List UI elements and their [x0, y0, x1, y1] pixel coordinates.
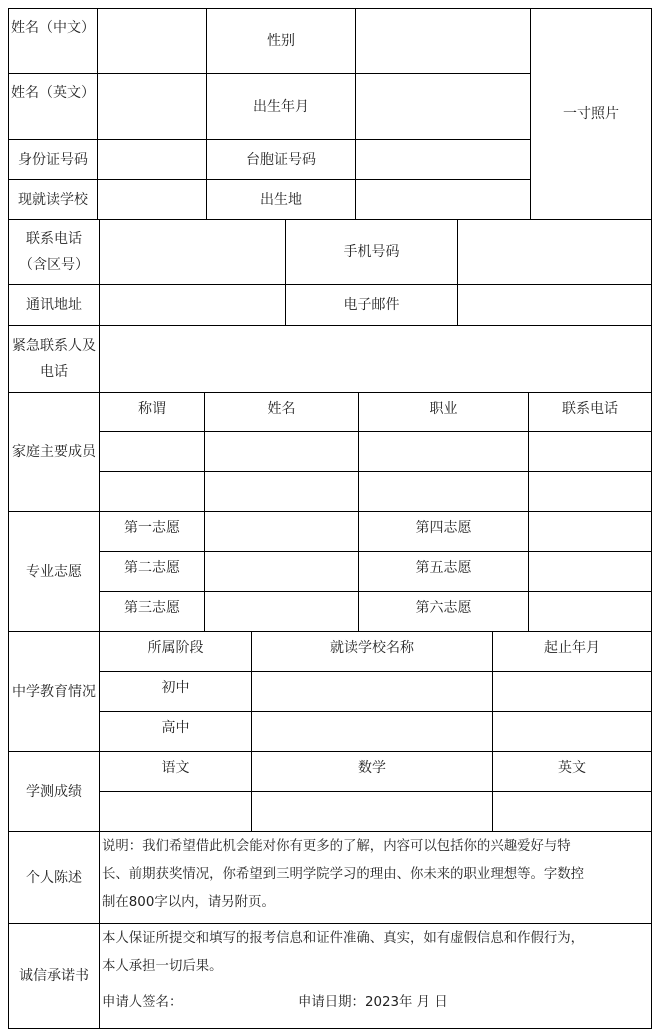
family-cell[interactable]: [358, 471, 529, 512]
mobile-field[interactable]: [457, 219, 652, 285]
education-stage-junior: 初中: [99, 671, 252, 712]
phone-field[interactable]: [99, 219, 286, 285]
education-stage-senior: 高中: [99, 711, 252, 752]
taiwan-permit-field[interactable]: [355, 139, 531, 180]
family-header-name: 姓名: [204, 392, 359, 432]
major-choice-6-label: 第六志愿: [358, 591, 529, 632]
gender-label: 性别: [206, 8, 356, 74]
education-header-period: 起止年月: [492, 631, 652, 672]
major-choice-3-field[interactable]: [204, 591, 359, 632]
statement-line: 制在800字以内，请另附页。: [102, 895, 275, 910]
pledge-label: 诚信承诺书: [8, 923, 100, 1029]
mobile-label: 手机号码: [285, 219, 458, 285]
birth-date-label: 出生年月: [206, 73, 356, 140]
email-field[interactable]: [457, 284, 652, 326]
family-cell[interactable]: [528, 431, 652, 472]
major-choice-5-field[interactable]: [528, 551, 652, 592]
gender-field[interactable]: [355, 8, 531, 74]
education-senior-school-field[interactable]: [251, 711, 493, 752]
pledge-line: 本人保证所提交和填写的报考信息和证件准确、真实，如有虚假信息和作假行为，: [102, 931, 585, 946]
education-junior-school-field[interactable]: [251, 671, 493, 712]
pledge-line: 本人承担一切后果。: [102, 959, 223, 974]
family-label: 家庭主要成员: [8, 392, 100, 512]
exam-math-score-field[interactable]: [251, 791, 493, 832]
emergency-field[interactable]: [99, 325, 652, 393]
family-cell[interactable]: [99, 431, 205, 472]
family-cell[interactable]: [204, 431, 359, 472]
major-choice-2-label: 第二志愿: [99, 551, 205, 592]
family-cell[interactable]: [528, 471, 652, 512]
birth-date-field[interactable]: [355, 73, 531, 140]
taiwan-permit-label: 台胞证号码: [206, 139, 356, 180]
education-header-stage: 所属阶段: [99, 631, 252, 672]
name-cn-field[interactable]: [97, 8, 207, 74]
address-label: 通讯地址: [8, 284, 100, 326]
family-cell[interactable]: [99, 471, 205, 512]
address-field[interactable]: [99, 284, 286, 326]
major-choice-1-label: 第一志愿: [99, 511, 205, 552]
application-date-field[interactable]: 申请日期：2023年 月 日: [298, 995, 448, 1010]
pledge-box: [99, 923, 652, 1029]
email-label: 电子邮件: [285, 284, 458, 326]
exam-subject-math: 数学: [251, 751, 493, 792]
education-header-school: 就读学校名称: [251, 631, 493, 672]
exam-subject-chinese: 语文: [99, 751, 252, 792]
id-number-field[interactable]: [97, 139, 207, 180]
exam-chinese-score-field[interactable]: [99, 791, 252, 832]
statement-line: 长、前期获奖情况，你希望到三明学院学习的理由、你未来的职业理想等。字数控: [102, 867, 585, 882]
major-choice-3-label: 第三志愿: [99, 591, 205, 632]
statement-box[interactable]: [99, 831, 652, 924]
name-en-label: 姓名（英文）: [8, 73, 98, 140]
birthplace-label: 出生地: [206, 179, 356, 220]
family-cell[interactable]: [358, 431, 529, 472]
exam-label: 学测成绩: [8, 751, 100, 832]
name-cn-label: 姓名（中文）: [8, 8, 98, 74]
family-header-relation: 称谓: [99, 392, 205, 432]
major-choice-1-field[interactable]: [204, 511, 359, 552]
birthplace-field[interactable]: [355, 179, 531, 220]
name-en-field[interactable]: [97, 73, 207, 140]
family-header-occupation: 职业: [358, 392, 529, 432]
major-choice-4-field[interactable]: [528, 511, 652, 552]
education-senior-period-field[interactable]: [492, 711, 652, 752]
id-number-label: 身份证号码: [8, 139, 98, 180]
major-choice-6-field[interactable]: [528, 591, 652, 632]
statement-line: 说明：我们希望借此机会能对你有更多的了解，内容可以包括你的兴趣爱好与特: [102, 839, 571, 854]
exam-subject-english: 英文: [492, 751, 652, 792]
exam-english-score-field[interactable]: [492, 791, 652, 832]
phone-label: 联系电话（含区号）: [8, 219, 100, 285]
current-school-field[interactable]: [97, 179, 207, 220]
current-school-label: 现就读学校: [8, 179, 98, 220]
majors-label: 专业志愿: [8, 511, 100, 632]
signature-field[interactable]: 申请人签名：: [102, 995, 183, 1010]
major-choice-5-label: 第五志愿: [358, 551, 529, 592]
emergency-label: 紧急联系人及电话: [8, 325, 100, 393]
major-choice-4-label: 第四志愿: [358, 511, 529, 552]
statement-label: 个人陈述: [8, 831, 100, 924]
family-cell[interactable]: [204, 471, 359, 512]
photo-box[interactable]: 一寸照片: [530, 8, 652, 220]
education-junior-period-field[interactable]: [492, 671, 652, 712]
major-choice-2-field[interactable]: [204, 551, 359, 592]
family-header-phone: 联系电话: [528, 392, 652, 432]
education-label: 中学教育情况: [8, 631, 100, 752]
